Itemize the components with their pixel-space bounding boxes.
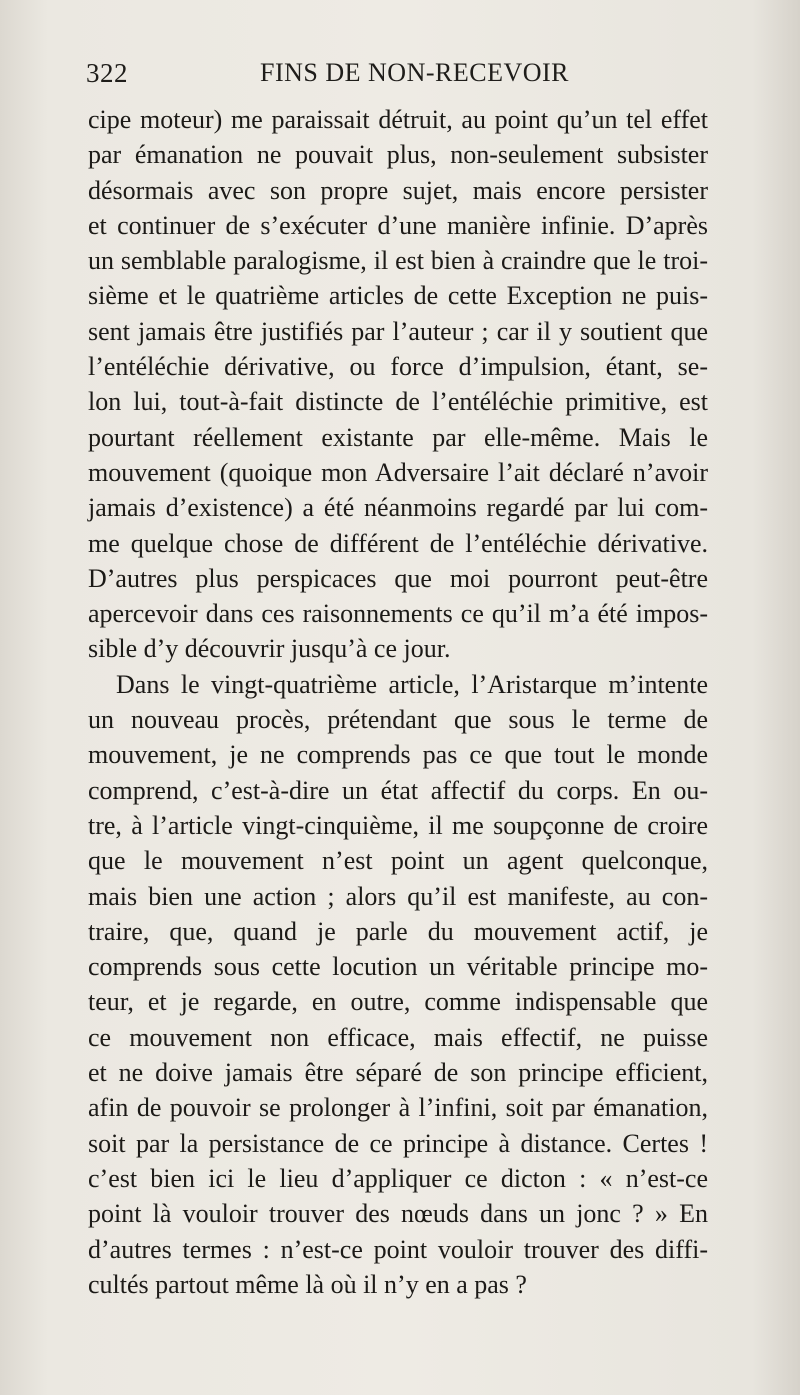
text-line: un semblable paralogisme, il est bien à craindre que le troi- <box>88 246 708 276</box>
text-line: l’entéléchie dérivative, ou force d’impulsion, étant, se- <box>88 352 708 382</box>
text-line: jamais d’existence) a été néanmoins regardé par lui com- <box>88 493 708 523</box>
text-line: me quelque chose de différent de l’entéléchie dérivative. <box>88 528 708 558</box>
text-line: c’est bien ici le lieu d’appliquer ce dicton : « n’est-ce <box>88 1163 708 1193</box>
page-header <box>86 58 710 98</box>
text-line: cultés partout même là où il n’y en a pas ? <box>88 1269 527 1299</box>
text-line: pourtant réellement existante par elle-même. Mais le <box>88 422 708 452</box>
text-line: afin de pouvoir se prolonger à l’infini, soit par émanation, <box>88 1093 708 1123</box>
text-line: et continuer de s’exécuter d’une manière infinie. D’après <box>88 210 708 240</box>
text-line: désormais avec son propre sujet, mais encore persister <box>88 175 708 205</box>
text-line: point là vouloir trouver des nœuds dans un jonc ? » En <box>88 1199 708 1229</box>
text-line: et ne doive jamais être séparé de son principe efficient, <box>88 1058 708 1088</box>
text-line: sième et le quatrième articles de cette Exception ne puis- <box>88 281 708 311</box>
text-line: comprends sous cette locution un véritable principe mo- <box>88 952 708 982</box>
text-line: lon lui, tout-à-fait distincte de l’entéléchie primitive, est <box>88 387 708 417</box>
text-line: mais bien une action ; alors qu’il est manifeste, au con- <box>88 881 708 911</box>
text-line: d’autres termes : n’est-ce point vouloir trouver des diffi- <box>88 1234 708 1264</box>
text-line: D’autres plus perspicaces que moi pourront peut-être <box>88 563 708 593</box>
text-line: par émanation ne pouvait plus, non-seulement subsister <box>88 140 708 170</box>
paragraph <box>88 102 708 667</box>
text-line: un nouveau procès, prétendant que sous le terme de <box>88 705 708 735</box>
text-line: tre, à l’article vingt-cinquième, il me soupçonne de croire <box>88 810 708 840</box>
text-line: Dans le vingt-quatrième article, l’Aristarque m’intente <box>116 669 708 699</box>
text-line: teur, et je regarde, en outre, comme indispensable que <box>88 987 708 1017</box>
text-line: soit par la persistance de ce principe à distance. Certes ! <box>88 1128 708 1158</box>
running-title: FINS DE NON-RECEVOIR <box>260 58 569 87</box>
text-line: ce mouvement non efficace, mais effectif, ne puisse <box>88 1022 708 1052</box>
page-number: 322 <box>86 58 128 88</box>
text-line: apercevoir dans ces raisonnements ce qu’il m’a été impos- <box>88 599 708 629</box>
page-body <box>88 102 708 1302</box>
text-line: sible d’y découvrir jusqu’à ce jour. <box>88 634 451 664</box>
text-line: sent jamais être justifiés par l’auteur ; car il y soutient que <box>88 316 708 346</box>
text-line: comprend, c’est-à-dire un état affectif du corps. En ou- <box>88 775 708 805</box>
paragraph <box>88 667 708 1302</box>
text-line: mouvement, je ne comprends pas ce que tout le monde <box>88 740 708 770</box>
text-line: cipe moteur) me paraissait détruit, au point qu’un tel effet <box>88 105 708 134</box>
text-line: mouvement (quoique mon Adversaire l’ait déclaré n’avoir <box>88 457 708 487</box>
text-line: traire, que, quand je parle du mouvement actif, je <box>88 916 708 946</box>
text-line: que le mouvement n’est point un agent quelconque, <box>88 846 708 876</box>
